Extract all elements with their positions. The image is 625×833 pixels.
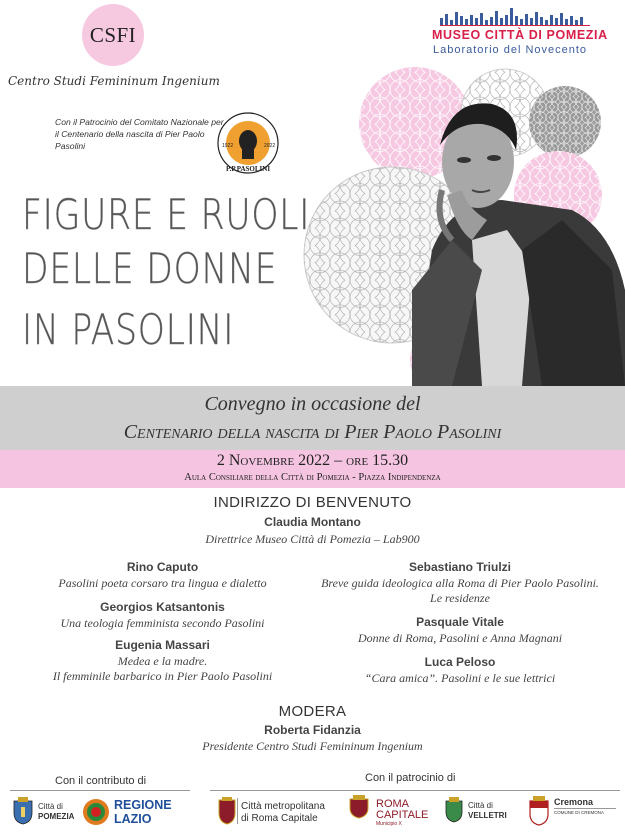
speaker-item xyxy=(30,560,295,591)
welcome-name: Claudia Montano xyxy=(264,515,361,529)
speaker-name: Georgios Katsantonis xyxy=(100,600,225,614)
speaker-talk: Breve guida ideologica alla Roma di Pier Paolo Pasolini. xyxy=(321,576,599,590)
patrocinio-label: Con il patrocinio di xyxy=(365,772,456,784)
contributo-label: Con il contributo di xyxy=(55,775,147,787)
speaker-item xyxy=(30,600,295,631)
welcome-heading: INDIRIZZO DI BENVENUTO xyxy=(213,494,412,511)
speaker-name: Pasquale Vitale xyxy=(416,615,504,629)
roma-capitale-crest-icon xyxy=(348,795,370,819)
speaker-item xyxy=(30,638,295,684)
convegno-line-2: Centenario della nascita di Pier Paolo Pasolini xyxy=(123,421,502,443)
seal-year-left: 1922 xyxy=(222,143,234,149)
roma-text-1: ROMA xyxy=(376,798,409,810)
roma-metropolitana-crest-icon xyxy=(218,797,236,825)
event-date: 2 Novembre 2022 – ore 15.30 xyxy=(216,452,409,469)
patronage-text: Con il Patrocinio del Comitato Nazionale per il Centenario della nascita di Pier Paolo Pasolini xyxy=(55,117,224,151)
speaker-talk: Donne di Roma, Pasolini e Anna Magnani xyxy=(357,631,563,645)
title-line-3: IN PASOLINI xyxy=(22,305,235,354)
roma-text-3: Municipio X xyxy=(376,821,402,827)
speakers-right xyxy=(300,560,620,690)
speaker-item xyxy=(300,560,620,606)
roma-text-2: CAPITALE xyxy=(376,809,429,821)
moderator-heading: MODERA xyxy=(278,703,347,720)
event-place: Aula Consiliare della Città di Pomezia - Piazza Indipendenza xyxy=(184,472,441,483)
welcome-role: Direttrice Museo Città di Pomezia – Lab900 xyxy=(205,532,420,546)
speaker-item xyxy=(300,615,620,646)
regione-text-1: REGIONE xyxy=(114,798,172,812)
csfi-logo-text: CSFI xyxy=(89,22,137,47)
cremona-text-2: COMUNE DI CREMONA xyxy=(554,810,605,815)
regione-text-2: LAZIO xyxy=(114,812,152,826)
speaker-talk: Pasolini poeta corsaro tra lingua e dialetto xyxy=(58,576,267,590)
speaker-talk: “Cara amica”. Pasolini e le sue lettrici xyxy=(364,671,556,685)
speaker-name: Sebastiano Triulzi xyxy=(408,560,512,574)
speaker-name: Eugenia Massari xyxy=(115,638,210,652)
pomezia-text-2: POMEZIA xyxy=(38,812,75,821)
logo-divider xyxy=(237,798,238,824)
speaker-talk-2: Il femminile barbarico in Pier Paolo Pasolini xyxy=(52,669,273,683)
velletri-text-1: Città di xyxy=(468,801,493,810)
museo-subtitle: Laboratorio del Novecento xyxy=(433,44,588,56)
pasolini-portrait xyxy=(412,90,625,386)
cremona-crest-icon xyxy=(528,796,550,826)
convegno-line-1: Convegno in occasione del xyxy=(204,393,421,415)
speakers-left xyxy=(30,560,295,690)
speaker-item xyxy=(300,655,620,686)
csfi-name: Centro Studi Femininum Ingenium xyxy=(8,74,220,88)
speaker-name: Rino Caputo xyxy=(126,560,199,574)
velletri-text-2: VELLETRI xyxy=(468,811,507,820)
cremona-text-1: Cremona xyxy=(554,797,594,807)
pasolini-seal xyxy=(216,111,280,175)
speaker-talk-2: Le residenze xyxy=(430,591,490,605)
cremona-divider xyxy=(554,808,616,809)
regione-lazio-icon xyxy=(82,798,110,826)
title-line-2: DELLE DONNE xyxy=(22,244,278,293)
speaker-talk: Una teologia femminista secondo Pasolini xyxy=(60,616,265,630)
footer-divider xyxy=(210,790,620,791)
museo-title: MUSEO CITTÀ DI POMEZIA xyxy=(432,28,608,42)
title-line-1: FIGURE E RUOLI xyxy=(22,190,311,239)
metro-text-2: di Roma Capitale xyxy=(241,813,318,824)
moderator-role: Presidente Centro Studi Femininum Ingenium xyxy=(202,739,423,753)
footer-divider xyxy=(10,790,190,791)
pomezia-crest-icon xyxy=(12,797,34,825)
speaker-name: Luca Peloso xyxy=(424,655,496,669)
seal-text: P.P.PASOLINI xyxy=(225,165,271,173)
seal-year-right: 2022 xyxy=(264,143,276,149)
velletri-crest-icon xyxy=(444,797,464,823)
museo-skyline-logo xyxy=(440,6,590,26)
speaker-talk: Medea e la madre. xyxy=(117,654,208,668)
moderator-name: Roberta Fidanzia xyxy=(264,723,361,737)
pomezia-text-1: Città di xyxy=(38,802,63,811)
csfi-logo xyxy=(82,4,144,66)
metro-text-1: Città metropolitana xyxy=(241,801,325,812)
